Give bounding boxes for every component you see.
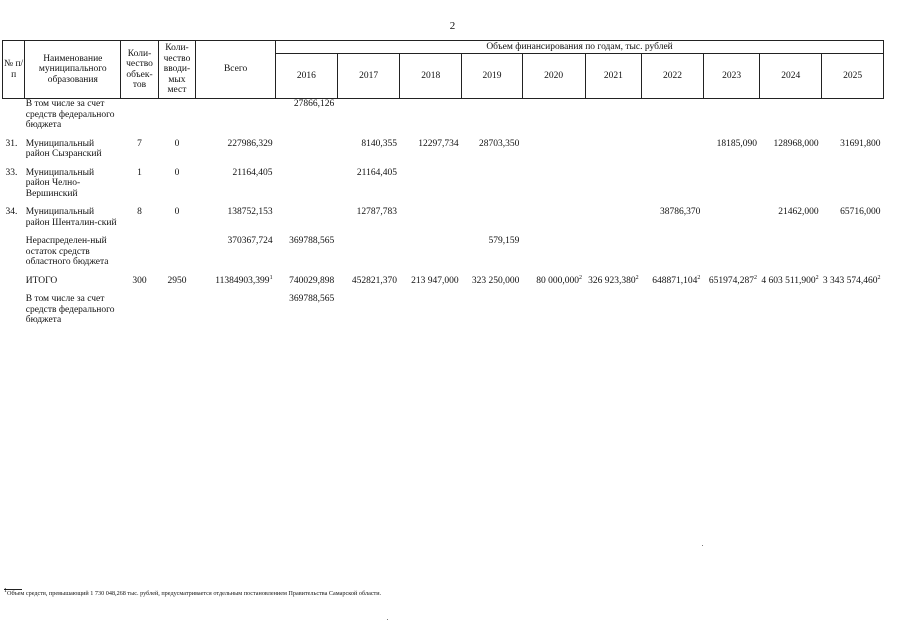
header-year: 2025 — [822, 54, 884, 99]
row-total — [196, 294, 276, 326]
row-year-value — [822, 99, 884, 131]
row-year-value — [822, 139, 884, 160]
row-year-value — [703, 99, 760, 131]
row-year-value — [400, 236, 462, 268]
header-year: 2023 — [703, 54, 760, 99]
scan-speck — [702, 545, 703, 546]
row-places — [158, 207, 195, 228]
row-objects-text: 1 — [137, 167, 142, 178]
row-year-value — [703, 139, 760, 160]
row-name-text: Нераспределен-ный остаток средств областного бюджета — [25, 236, 109, 267]
row-year-value — [337, 276, 400, 287]
row-year-value-text: 27866,126 — [293, 99, 335, 109]
page-number: 2 — [449, 20, 456, 32]
header-year: 2016 — [276, 54, 338, 99]
header-year: 2017 — [337, 54, 400, 99]
row-objects — [121, 236, 158, 268]
row-year-value — [462, 276, 523, 287]
row-year-value-text: 452821,370 — [351, 275, 397, 286]
table-row — [3, 99, 884, 131]
row-total-text: 138752,153 — [227, 207, 273, 217]
row-year-value — [760, 139, 822, 160]
row-year-value — [585, 236, 642, 268]
header-year: 2021 — [585, 54, 642, 99]
row-year-value — [585, 168, 642, 200]
row-name-text: В том числе за счет средств федерального бюджета — [25, 99, 115, 130]
row-year-value — [462, 168, 523, 200]
row-year-value — [642, 236, 704, 268]
row-year-value-text: 3 343 574,460 — [822, 275, 878, 286]
row-objects-text: 300 — [132, 275, 147, 286]
row-number — [3, 236, 25, 268]
row-year-value — [522, 294, 585, 326]
row-year-value — [276, 139, 338, 160]
row-number-text: 31. — [5, 138, 18, 149]
row-name-text: ИТОГО — [25, 275, 58, 286]
row-name-text: Муниципальный район Сызранский — [25, 138, 102, 159]
row-year-value — [400, 276, 462, 287]
row-year-value — [642, 276, 704, 287]
row-year-value — [276, 168, 338, 200]
financing-table — [2, 40, 884, 326]
row-name — [25, 207, 121, 228]
scan-speck — [387, 619, 388, 620]
row-objects — [121, 276, 158, 287]
row-name — [25, 294, 121, 326]
row-year-value-text: 80 000,000 — [536, 275, 580, 286]
row-objects — [121, 207, 158, 228]
table-row — [3, 236, 884, 268]
header-year: 2020 — [522, 54, 585, 99]
row-year-value — [522, 236, 585, 268]
row-year-value — [760, 276, 822, 287]
row-year-value-text: 12297,734 — [418, 138, 459, 149]
row-year-value — [822, 236, 884, 268]
row-year-value-text: 28703,350 — [478, 138, 520, 149]
row-year-value — [585, 139, 642, 160]
row-name — [25, 276, 121, 287]
row-places — [158, 99, 195, 131]
footnote-ref: 1 — [269, 274, 273, 281]
header-objects: Коли-чество объек-тов — [121, 41, 158, 99]
row-year-value — [276, 276, 338, 287]
row-year-value — [703, 294, 760, 326]
row-year-value — [337, 99, 400, 131]
row-number — [3, 99, 25, 131]
row-year-value — [400, 99, 462, 131]
row-name — [25, 99, 121, 131]
row-year-value — [703, 276, 760, 287]
row-number — [3, 139, 25, 160]
row-year-value — [400, 294, 462, 326]
header-year: 2022 — [642, 54, 704, 99]
row-year-value — [337, 207, 400, 228]
row-year-value — [337, 168, 400, 200]
table-row — [3, 139, 884, 160]
row-year-value — [642, 139, 704, 160]
header-total: Всего — [196, 41, 276, 99]
row-year-value-text: 38786,370 — [659, 207, 701, 217]
row-name-text: Муниципальный район Шенталин-ский — [25, 207, 117, 228]
row-year-value — [642, 168, 704, 200]
footnote-ref: 2 — [815, 274, 819, 281]
row-places-text: 2950 — [167, 275, 187, 286]
row-year-value — [822, 276, 884, 287]
row-year-value — [703, 207, 760, 228]
row-year-value-text: 31691,800 — [840, 138, 881, 149]
row-year-value — [522, 168, 585, 200]
header-financing-group: Объем финансирования по годам, тыс. рублей — [276, 41, 884, 54]
row-year-value — [703, 168, 760, 200]
row-year-value — [276, 99, 338, 131]
row-name — [25, 168, 121, 200]
row-year-value — [400, 139, 462, 160]
row-year-value — [760, 168, 822, 200]
row-name-text: Муниципальный район Челно-Вершинский — [25, 167, 95, 199]
row-number-text: 34. — [5, 207, 18, 217]
row-year-value-text: 323 250,000 — [471, 275, 520, 286]
row-year-value — [760, 294, 822, 326]
row-places — [158, 139, 195, 160]
row-total — [196, 168, 276, 200]
table-row — [3, 168, 884, 200]
row-year-value — [337, 139, 400, 160]
row-total-text: 370367,724 — [227, 236, 273, 246]
row-number — [3, 207, 25, 228]
footnote-marker: 1 — [4, 587, 7, 594]
row-year-value — [462, 207, 523, 228]
table-row — [3, 207, 884, 228]
footnote-ref: 2 — [753, 274, 757, 281]
row-year-value — [760, 207, 822, 228]
row-objects-text: 7 — [137, 138, 142, 149]
row-year-value-text: 21462,000 — [778, 207, 819, 217]
row-year-value — [522, 276, 585, 287]
row-year-value — [337, 294, 400, 326]
row-number — [3, 276, 25, 287]
row-name — [25, 139, 121, 160]
row-year-value — [585, 276, 642, 287]
row-places-text: 0 — [174, 167, 180, 178]
row-year-value-text: 369788,565 — [289, 294, 335, 304]
row-year-value-text: 12787,783 — [356, 207, 397, 217]
footnote — [4, 587, 382, 597]
row-year-value-text: 369788,565 — [289, 236, 335, 246]
row-year-value-text: 8140,355 — [361, 138, 397, 149]
row-year-value — [585, 207, 642, 228]
row-objects — [121, 139, 158, 160]
footnote-ref: 2 — [579, 274, 583, 281]
row-places — [158, 168, 195, 200]
row-year-value — [703, 236, 760, 268]
row-year-value — [642, 207, 704, 228]
row-year-value — [462, 99, 523, 131]
row-number — [3, 168, 25, 200]
row-year-value — [276, 207, 338, 228]
row-year-value-text: 326 923,380 — [588, 275, 636, 286]
row-year-value — [522, 139, 585, 160]
row-places-text: 0 — [174, 138, 180, 149]
row-year-value — [522, 99, 585, 131]
header-year: 2018 — [400, 54, 462, 99]
row-total-text: 227986,329 — [227, 138, 273, 149]
row-year-value — [585, 99, 642, 131]
row-objects-text: 8 — [137, 207, 142, 217]
row-year-value-text: 65716,000 — [840, 207, 881, 217]
row-year-value — [462, 236, 523, 268]
header-year: 2019 — [462, 54, 523, 99]
row-objects — [121, 99, 158, 131]
footnote-text: Объем средств, превышающий 1 730 048,268 тыс. рублей, предусматривается отдельным постановлением Правительства Самарской области. — [7, 590, 382, 597]
row-year-value-text: 4 603 511,900 — [761, 275, 816, 286]
row-year-value — [585, 294, 642, 326]
footnote-ref: 2 — [635, 274, 639, 281]
row-year-value — [337, 236, 400, 268]
table-row — [3, 276, 884, 287]
row-year-value — [822, 207, 884, 228]
row-year-value — [822, 294, 884, 326]
row-year-value — [462, 294, 523, 326]
header-num: № п/п — [3, 41, 25, 99]
row-places — [158, 276, 195, 287]
row-year-value — [760, 236, 822, 268]
row-year-value — [400, 207, 462, 228]
row-year-value — [462, 139, 523, 160]
row-number-text: 33. — [5, 167, 18, 178]
row-total — [196, 99, 276, 131]
table-body — [3, 99, 884, 326]
row-year-value — [642, 99, 704, 131]
header-name: Наименование муниципального образования — [25, 41, 121, 99]
row-objects — [121, 168, 158, 200]
row-year-value — [822, 168, 884, 200]
row-year-value — [642, 294, 704, 326]
table-row — [3, 294, 884, 326]
row-year-value-text: 18185,090 — [716, 138, 757, 149]
row-year-value — [400, 168, 462, 200]
row-places — [158, 236, 195, 268]
row-total-text: 11384903,399 — [215, 275, 270, 286]
row-year-value — [276, 294, 338, 326]
row-places-text: 0 — [174, 207, 180, 217]
row-year-value — [276, 236, 338, 268]
row-year-value-text: 648871,104 — [652, 275, 698, 286]
row-number — [3, 294, 25, 326]
row-year-value-text: 213 947,000 — [411, 275, 459, 286]
row-year-value — [522, 207, 585, 228]
row-year-value-text: 128968,000 — [773, 138, 819, 149]
header-year: 2024 — [760, 54, 822, 99]
row-total — [196, 276, 276, 287]
row-total — [196, 207, 276, 228]
row-year-value-text: 651974,287 — [708, 275, 754, 286]
row-name-text: В том числе за счет средств федерального бюджета — [25, 294, 115, 325]
row-places — [158, 294, 195, 326]
row-total — [196, 139, 276, 160]
row-name — [25, 236, 121, 268]
row-objects — [121, 294, 158, 326]
row-year-value-text: 740029,898 — [289, 275, 335, 286]
row-year-value-text: 579,159 — [488, 236, 520, 246]
row-total — [196, 236, 276, 268]
row-total-text: 21164,405 — [232, 167, 273, 178]
row-year-value-text: 21164,405 — [356, 167, 397, 178]
footnote-ref: 2 — [877, 274, 881, 281]
header-places: Коли-чество вводи-мых мест — [158, 41, 195, 99]
row-year-value — [760, 99, 822, 131]
footnote-ref: 2 — [697, 274, 701, 281]
